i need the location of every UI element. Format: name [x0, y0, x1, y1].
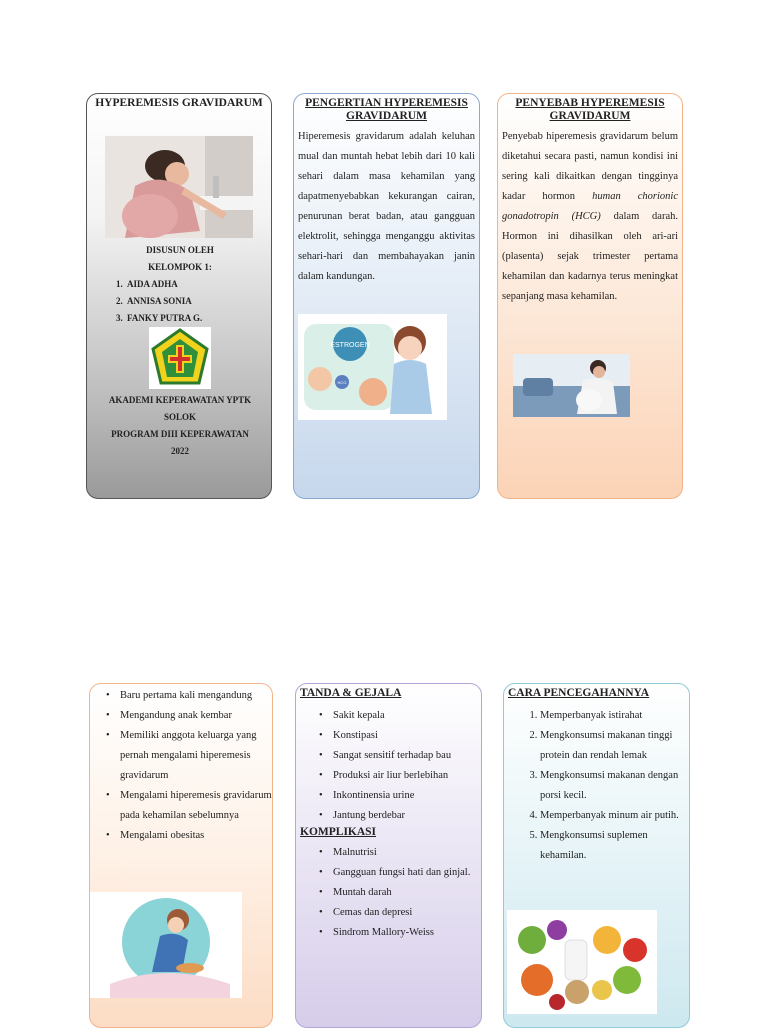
pregnant-woman-sink-photo [105, 136, 253, 238]
symptoms-title: TANDA & GEJALA [300, 687, 402, 699]
list-item: • Cemas dan depresi [333, 903, 481, 923]
list-item: 3. FANKY PUTRA G. [125, 310, 272, 327]
list-item: • Mengandung anak kembar [120, 706, 272, 726]
list-item: • Inkontinensia urine [333, 786, 481, 806]
definition-title: PENGERTIAN HYPEREMESIS GRAVIDARUM [305, 97, 468, 122]
institution-line1: AKADEMI KEPERAWATAN YPTK [108, 395, 252, 405]
cause-panel [497, 93, 683, 499]
list-item: 1. AIDA ADHA [125, 276, 272, 293]
list-item: • Malnutrisi [333, 843, 481, 863]
program-name: PROGRAM DIII KEPERAWATAN [111, 429, 249, 439]
list-item: • Baru pertama kali mengandung [120, 686, 272, 706]
cause-title: PENYEBAB HYPEREMESIS GRAVIDARUM [515, 97, 665, 122]
cover-panel [86, 93, 272, 499]
list-item: • Sindrom Mallory-Weiss [333, 923, 481, 943]
kelompok-label: KELOMPOK 1: [148, 262, 212, 272]
pregnant-woman-sofa-photo [513, 354, 630, 417]
list-item: 5. Mengkonsumsi suplemen kehamilan. [540, 826, 689, 866]
symptoms-panel [295, 683, 482, 1028]
hcg-label: HCG [337, 380, 347, 385]
list-item: • Konstipasi [333, 726, 481, 746]
institution-line2: SOLOK [163, 412, 196, 422]
prevention-list [504, 706, 689, 866]
list-item: 4. Memperbanyak minum air putih. [540, 806, 689, 826]
definition-panel [293, 93, 480, 499]
cause-text-b: dalam darah. Hormon ini dihasilkan oleh ari-ari (plasenta) sejak trimester pertama kehamilan dan kadarnya terus meningkat sepanjang masa kehamilan. [502, 211, 678, 302]
disusun-oleh: DISUSUN OLEH [146, 245, 214, 255]
prevention-title: CARA PENCEGAHANNYA [508, 687, 650, 699]
list-item: 2. ANNISA SONIA [125, 293, 272, 310]
list-item: • Produksi air liur berlebihan [333, 766, 481, 786]
list-item: • Muntah darah [333, 883, 481, 903]
complication-list [296, 843, 481, 943]
list-item: • Sakit kepala [333, 706, 481, 726]
risk-factors-panel [89, 683, 273, 1028]
member-list [87, 276, 272, 327]
estrogen-label: ESTROGEN [330, 342, 370, 349]
list-item: • Mengalami hiperemesis gravidarum pada kehamilan sebelumnya [120, 786, 272, 826]
list-item: • Memiliki anggota keluarga yang pernah mengalami hiperemesis gravidarum [120, 726, 272, 786]
list-item: • Jantung berdebar [333, 806, 481, 826]
cover-title: HYPEREMESIS GRAVIDARUM [95, 97, 263, 109]
list-item: • Mengalami obesitas [120, 826, 272, 846]
nauseous-woman-illustration [90, 892, 242, 998]
list-item: • Gangguan fungsi hati dan ginjal. [333, 863, 481, 883]
definition-body: Hiperemesis gravidarum adalah keluhan mual dan muntah hebat lebih dari 10 kali sehari dalam masa kehamilan yang dapatmenyebabkan kekurangan cairan, penurunan berat badan, atau gangguan elektrolit, sehingga menganggu aktivitas sehari-hari dan membahayakan janin dalam kandungan. [298, 131, 475, 282]
complications-title: KOMPLIKASI [300, 826, 377, 838]
healthy-food-photo [507, 910, 657, 1014]
cause-body [502, 127, 678, 307]
list-item: • Sangat sensitif terhadap bau [333, 746, 481, 766]
cause-text-italic: human chorionic gonadotropin (HCG) [502, 191, 678, 222]
list-item: 3. Mengkonsumsi makanan dengan porsi kecil. [540, 766, 689, 806]
cause-text-a: Penyebab hiperemesis gravidarum belum diketahui secara pasti, namun kondisi ini sering kali dikaitkan dengan tingginya kadar hormon [502, 131, 678, 202]
list-item: 2. Mengkonsumsi makanan tinggi protein dan rendah lemak [540, 726, 689, 766]
symptom-list [296, 706, 481, 826]
prevention-panel [503, 683, 690, 1028]
academy-logo [149, 327, 211, 389]
year: 2022 [171, 446, 189, 456]
list-item: 1. Memperbanyak istirahat [540, 706, 689, 726]
hormone-illustration [298, 314, 447, 420]
risk-factor-list [90, 686, 272, 846]
